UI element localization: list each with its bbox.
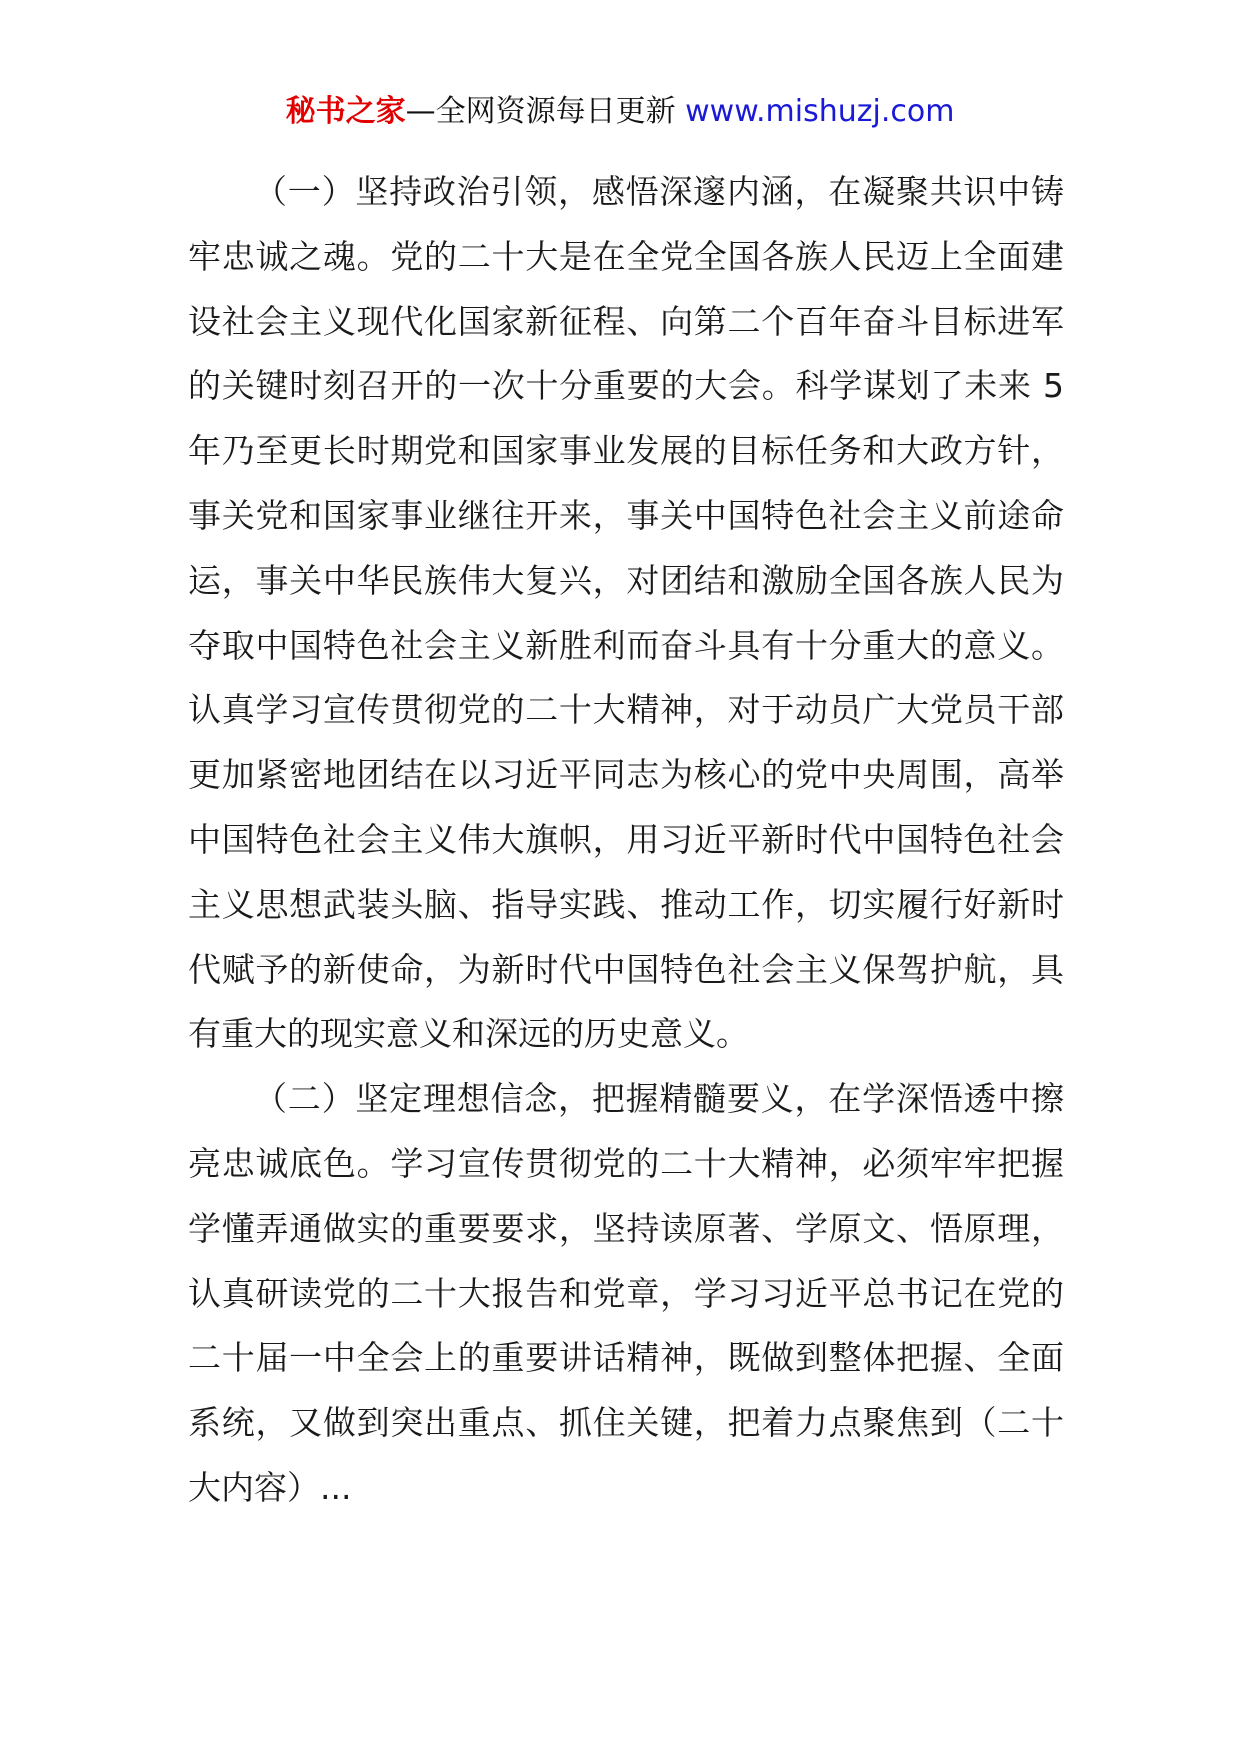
site-header <box>0 92 1240 132</box>
paragraph-2: （二）坚定理想信念，把握精髓要义，在学深悟透中擦亮忠诚底色。学习宣传贯彻党的二十大精神，必须牢牢把握学懂弄通做实的重要要求，坚持读原著、学原文、悟原理，认真研读党的二十大报告和党章，学习习近平总书记在党的二十届一中全会上的重要讲话精神，既做到整体把握、全面系统，又做到突出重点、抓住关键，把着力点聚焦到（二十大内容）... <box>188 1079 1064 1507</box>
header-tagline: —全网资源每日更新 <box>405 94 686 129</box>
paragraph-1: （一）坚持政治引领，感悟深邃内涵，在凝聚共识中铸牢忠诚之魂。党的二十大是在全党全国各族人民迈上全面建设社会主义现代化国家新征程、向第二个百年奋斗目标进军的关键时刻召开的一次十分重要的大会。科学谋划了未来 5 年乃至更长时期党和国家事业发展的目标任务和大政方针，事关党和国家事业继往开来，事关中国特色社会主义前途命运，事关中华民族伟大复兴，对团结和激励全国各族人民为夺取中国特色社会主义新胜利而奋斗具有十分重大的意义。认真学习宣传贯彻党的二十大精神，对于动员广大党员干部更加紧密地团结在以习近平同志为核心的党中央周围，高举中国特色社会主义伟大旗帜，用习近平新时代中国特色社会主义思想武装头脑、指导实践、推动工作，切实履行好新时代赋予的新使命，为新时代中国特色社会主义保驾护航，具有重大的现实意义和深远的历史意义。 <box>188 172 1064 1054</box>
document-body <box>188 160 1064 1521</box>
brand-name: 秘书之家 <box>285 94 406 129</box>
site-url-link[interactable]: www.mishuzj.com <box>685 94 955 129</box>
